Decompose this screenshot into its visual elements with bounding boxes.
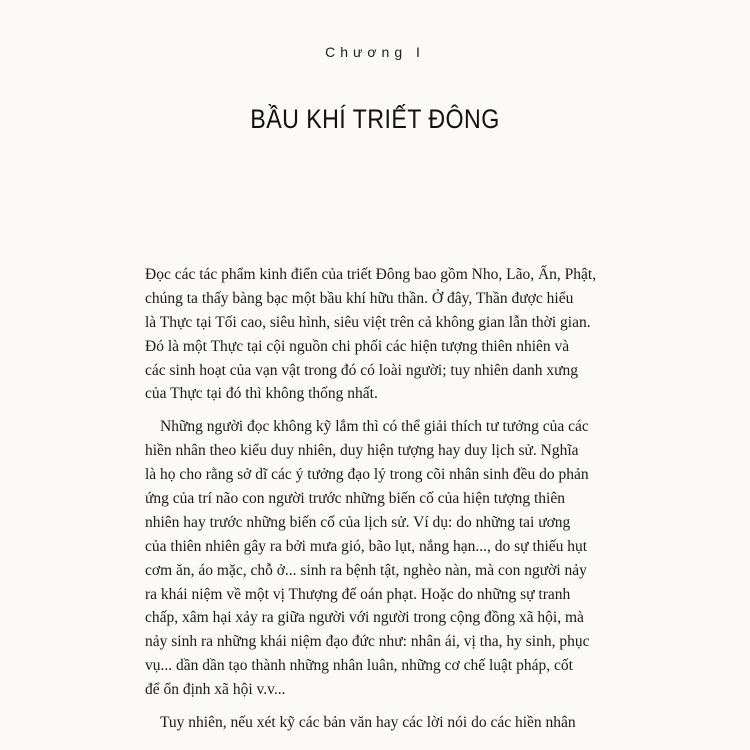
text-line: cơm ăn, áo mặc, chỗ ở... sinh ra bệnh tật, nghèo nàn, mà con người nảy	[145, 561, 587, 579]
text-line: Đó là một Thực tại cội nguồn chi phối các hiện tượng thiên nhiên và	[145, 337, 570, 355]
body-text	[145, 263, 615, 735]
paragraph-1	[145, 263, 615, 406]
paragraph-spacer	[145, 406, 615, 415]
text-line: các sinh hoạt của vạn vật trong đó có loài người; tuy nhiên danh xưng	[145, 361, 579, 379]
text-line: hiền nhân theo kiểu duy nhiên, duy hiện tượng hay duy lịch sử. Nghĩa	[145, 442, 579, 460]
text-line: ứng của trí não con người trước những biến cố của hiện tượng thiên	[145, 490, 565, 508]
text-line: vụ... dần dần tạo thành những nhân luân, những cơ chế luật pháp, cốt	[145, 657, 573, 675]
text-line: là họ cho rằng sở dĩ các ý tưởng đạo lý trong cõi nhân sinh đều do phản	[145, 466, 589, 484]
text-line: chấp, xâm hại xảy ra giữa người với người trong cộng đồng xã hội, mà	[145, 609, 584, 627]
text-line: ra khái niệm về một vị Thượng đế oán phạt. Hoặc do những sự tranh	[145, 585, 571, 603]
text-line: nảy sinh ra những khái niệm đạo đức như: nhân ái, vị tha, hy sinh, phục	[145, 633, 590, 651]
text-line: Tuy nhiên, nếu xét kỹ các bản văn hay các lời nói do các hiền nhân	[160, 714, 576, 732]
text-line: Đọc các tác phẩm kinh điển của triết Đông bao gồm Nho, Lão, Ấn, Phật,	[145, 266, 597, 283]
paragraph-spacer	[145, 702, 615, 711]
text-line: của thiên nhiên gây ra bởi mưa gió, bão lụt, nắng hạn..., do sự thiếu hụt	[145, 537, 588, 555]
text-line: Những người đọc không kỹ lắm thì có thể giải thích tư tưởng của các	[160, 418, 589, 436]
chapter-label: Chương I	[325, 44, 425, 60]
text-line: nhiên hay trước những biến cố của lịch sử. Ví dụ: do những tai ương	[145, 513, 571, 531]
paragraph-3	[145, 711, 615, 735]
text-line: là Thực tại Tối cao, siêu hình, siêu việt trên cả không gian lẫn thời gian.	[145, 313, 591, 331]
paragraph-2	[145, 415, 615, 702]
text-line: chúng ta thấy bàng bạc một bầu khí hữu thần. Ở đây, Thần được hiểu	[145, 289, 574, 307]
text-line: của Thực tại đó thì không thống nhất.	[145, 385, 378, 403]
chapter-title: BẦU KHÍ TRIẾT ĐÔNG	[250, 104, 500, 134]
text-line: để ổn định xã hội v.v...	[145, 681, 286, 699]
